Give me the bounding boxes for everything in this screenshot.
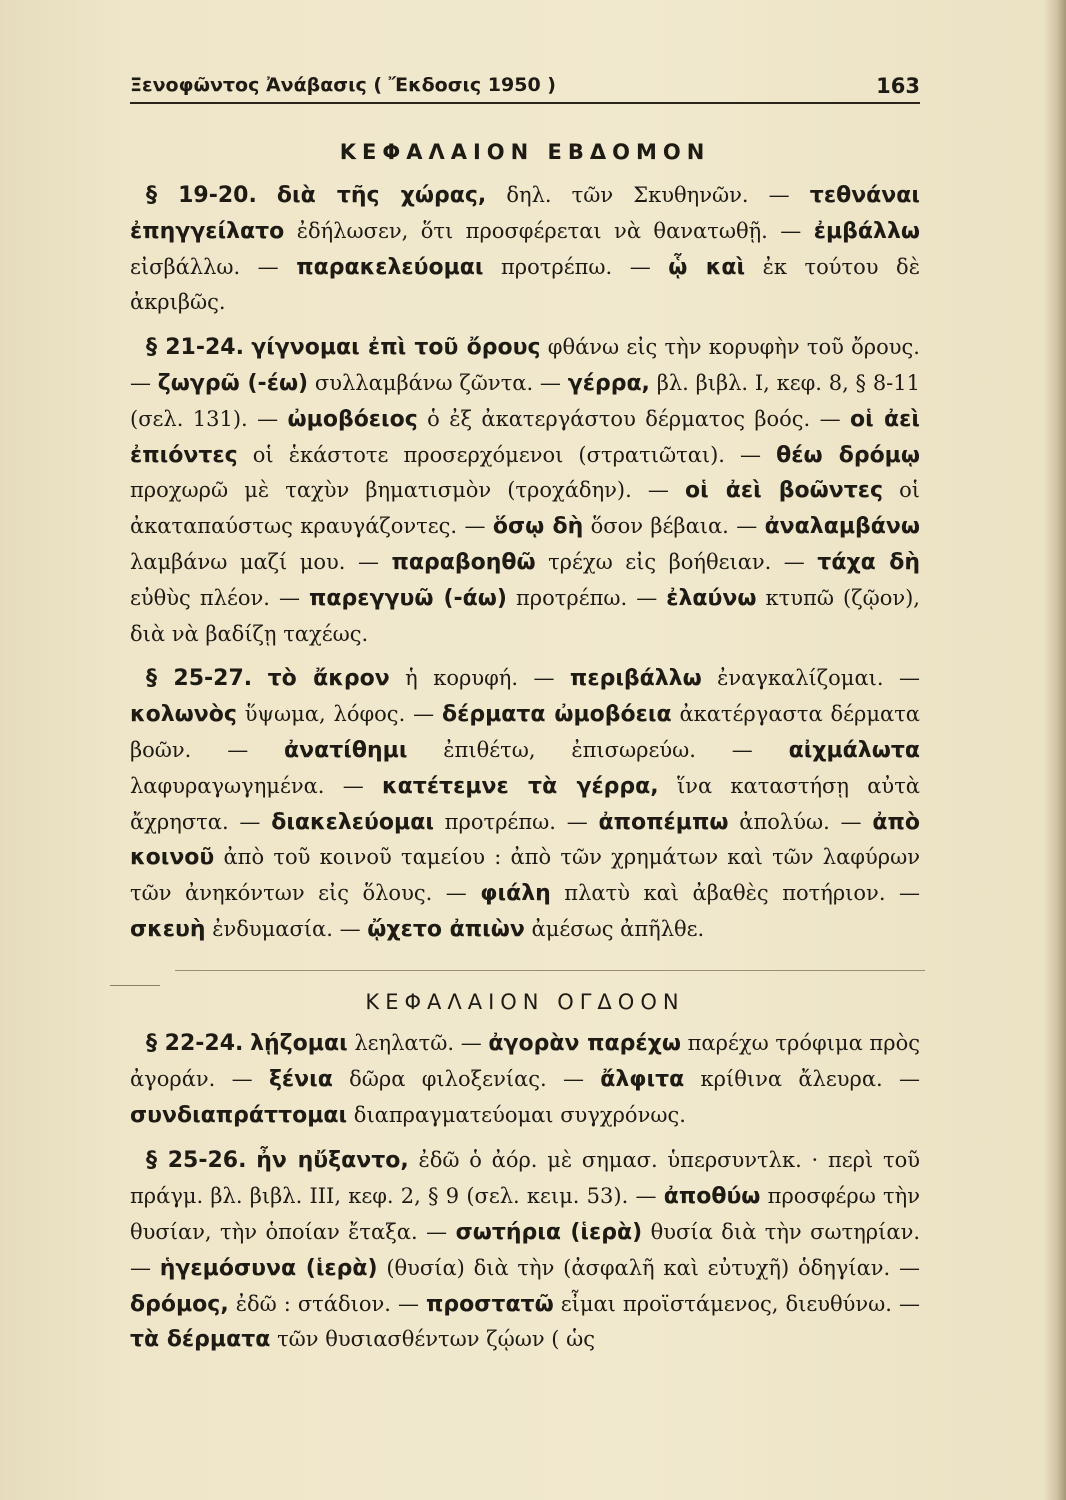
gloss: ἐδῶ : στάδιον. — [228,1291,419,1316]
chapter-title-seventh: ΚΕΦΑΛΑΙΟΝ ΕΒΔΟΜΟΝ [339,140,711,164]
lemma: ἀποθύω [663,1184,761,1210]
lemma: διακελεύομαι [271,809,434,835]
paragraph-25-26 [130,1143,920,1358]
lemma: ᾤχετο ἀπιὼν [367,916,525,942]
lemma: συνδιαπράττομαι [130,1102,348,1128]
lemma: οἱ ἀεὶ βοῶντες [684,478,884,504]
lemma: ξένια [268,1066,333,1092]
lemma: ἡγεμόσυνα (ἱερὰ) [159,1255,378,1281]
gloss: ὕψωμα, λόφος. — [236,702,435,727]
lemma: ἐμβάλλω [813,218,920,244]
gloss: πλατὺ καὶ ἀβαθὲς ποτήριον. — [550,881,921,906]
lemma: σωτήρια (ἱερὰ) [455,1219,643,1245]
paragraph-22-24 [130,1026,920,1133]
lemma: ἄλφιτα [600,1066,685,1092]
gloss: τῶν θυσιασθέντων ζῴων ( ὡς [270,1327,596,1352]
lemma: σκευὴ [130,916,206,942]
section-ref: § 25-26. [146,1148,247,1174]
gloss: ἀμέσως ἀπῆλθε. [524,916,705,941]
gloss: δηλ. τῶν Σκυθηνῶν. — [486,183,790,207]
lemma: περιβάλλω [569,666,702,692]
gloss: ἡ κορυφή. — [389,666,555,691]
gloss: προτρέπω. — [483,254,651,279]
gloss: προχωρῶ μὲ ταχὺν βηματισμὸν (τροχάδην). — [130,478,669,503]
lemma: ὠμοβόειος [287,406,418,432]
lemma: ἀνατίθημι [284,737,408,763]
section-ref: § 21-24. [146,335,244,361]
lemma: γέρρα, [567,370,650,396]
paragraph-21-24 [130,330,920,651]
gloss: ἀπὸ τοῦ κοινοῦ ταμείου : ἀπὸ τῶν χρημάτων καὶ τῶν λαφύρων τῶν ἀνηκόντων εἰς ὅλους. — [130,845,920,906]
chapter-seven-notes [130,178,920,958]
page-header [130,70,920,100]
gloss: λεηλατῶ. — [347,1031,482,1055]
lemma: ᾧ καὶ [668,254,746,280]
header-rule [130,102,920,104]
lemma: γίγνομαι ἐπὶ τοῦ ὄρους [251,335,541,361]
lemma: διὰ τῆς χώρας, [276,183,487,208]
lemma: ἀπὸ κοινοῦ [130,809,920,871]
lemma: τὸ ἄκρον [267,666,390,692]
lemma: ζωγρῶ (-έω) [157,370,309,396]
page-number: 163 [876,74,920,98]
lemma: δέρματα ὠμοβόεια [441,702,672,728]
lemma: δρόμος, [130,1291,229,1317]
section-ref: § 25-27. [146,666,253,692]
gloss: διαπραγματεύομαι συγχρόνως. [347,1102,686,1127]
lemma: ὅσῳ δὴ [492,514,584,540]
gloss: εὐθὺς πλέον. — [130,585,300,610]
lemma: φιάλη [480,881,551,907]
gloss: εἶμαι προϊστάμενος, διευθύνω. — [553,1291,920,1316]
gloss: λαμβάνω μαζί μου. — [130,549,379,574]
gloss: εἰσβάλλω. — [130,254,279,279]
gloss: δῶρα φιλοξενίας. — [332,1066,584,1091]
lemma: κολωνὸς [130,702,237,728]
gloss: συλλαμβάνω ζῶντα. — [308,370,561,395]
gloss: θυσία διὰ τὴν σωτηρίαν. — [130,1219,921,1280]
gloss: ἀκατέργαστα δέρματα βοῶν. — [130,702,920,762]
lemma: τάχα δὴ [817,549,920,575]
lemma: τὰ δέρματα [130,1327,271,1353]
lemma: κατέτεμνε τὰ γέρρα, [382,773,659,799]
page-binding-shadow [1044,0,1066,1500]
lemma: τεθνάναι ἐπηγγείλατο [130,183,920,244]
lemma: ἐλαύνω [666,585,757,611]
lemma: παραβοηθῶ [391,549,536,575]
gloss: ἐνδυμασία. — [205,916,361,941]
lemma: ἀγορὰν παρέχω [488,1031,681,1056]
gloss: προτρέπω. — [506,585,658,610]
pencil-mark [110,985,160,986]
lemma: ἀποπέμπω [598,809,729,835]
paragraph-25-27 [130,661,920,947]
lemma: θέω δρόμῳ [776,442,920,468]
gloss: λαφυραγωγημένα. — [130,773,364,798]
gloss: φθάνω εἰς τὴν κορυφὴν τοῦ ὄρους. — [130,335,920,395]
section-ref: § 19-20. [146,183,257,208]
gloss: κρίθινα ἄλευρα. — [684,1066,920,1091]
gloss: προσφέρω τὴν θυσίαν, τὴν ὁποίαν ἔταξα. — [130,1184,920,1244]
gloss: ἐπιθέτω, ἐπισωρεύω. — [407,737,753,762]
lemma: λῄζομαι [250,1031,348,1056]
lemma: αἰχμάλωτα [788,737,920,763]
chapter-eight-notes [130,1026,920,1368]
gloss: ἐκ τούτου δὲ ἀκριβῶς. [130,254,920,315]
section-ref: § 22-24. [146,1031,244,1056]
gloss: παρέχω τρόφιμα πρὸς ἀγοράν. — [130,1031,920,1091]
lemma: παρεγγυῶ (-άω) [308,585,507,611]
gloss: ἀπολύω. — [728,809,862,834]
lemma: προστατῶ [426,1291,554,1317]
gloss: ἐδῶ ὁ ἀόρ. μὲ σημασ. ὑπερσυντλκ. · περὶ τοῦ πράγμ. βλ. βιβλ. III, κεφ. 2, § 9 (σελ. κειμ. 53). — [130,1148,920,1209]
lemma: παρακελεύομαι [296,254,484,280]
chapter-title-eighth: ΚΕΦΑΛΑΙΟΝ ΟΓΔΟΟΝ [365,990,685,1014]
gloss: προτρέπω. — [433,809,588,834]
gloss: (θυσία) διὰ τὴν (ἀσφαλῆ καὶ εὐτυχῆ) ὁδηγίαν. — [377,1255,920,1280]
gloss: ὅσον βέβαια. — [583,514,758,539]
lemma: ἀναλαμβάνω [764,514,920,540]
lemma: ἦν ηὔξαντο, [256,1148,409,1174]
gloss: κτυπῶ (ζῷον), διὰ νὰ βαδίζῃ ταχέως. [130,585,920,646]
paragraph-19-20 [130,178,920,320]
gloss: τρέχω εἰς βοήθειαν. — [535,549,805,574]
gloss: βλ. βιβλ. I, κεφ. 8, § 8-11 (σελ. 131). — [130,370,920,431]
gloss: ἵνα καταστήσῃ αὐτὰ ἄχρηστα. — [130,773,920,834]
gloss: ἐδήλωσεν, ὅτι προσφέρεται νὰ θανατωθῇ. — [284,218,802,243]
lemma: οἱ ἀεὶ ἐπιόντες [130,406,920,468]
gloss: ἐναγκαλίζομαι. — [701,666,920,691]
gloss: ὁ ἐξ ἀκατεργάστου δέρματος βοός. — [417,406,841,431]
gloss: οἱ ἑκάστοτε προσερχόμενοι (στρατιῶται). — [237,442,762,467]
gloss: οἱ ἀκαταπαύστως κραυγάζοντες. — [130,478,920,539]
chapter-divider [175,970,925,971]
running-title: Ξενοφῶντος Ἀνάβασις ( Ἔκδοσις 1950 ) [130,74,556,96]
